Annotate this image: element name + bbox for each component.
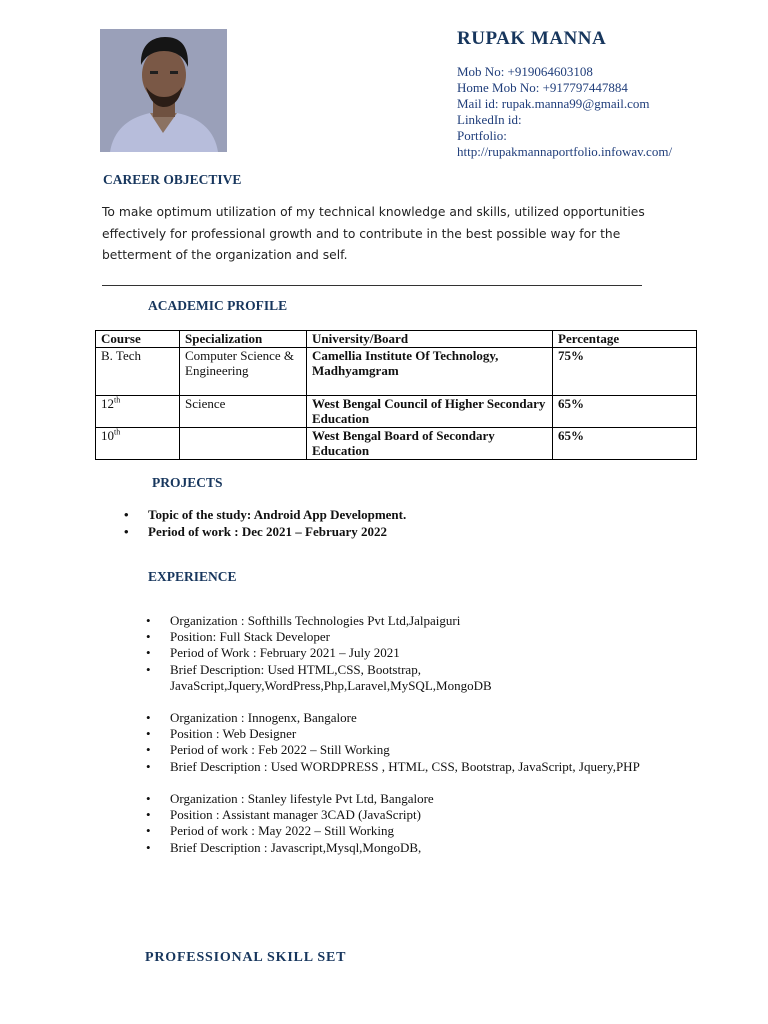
table-row [96, 395, 697, 427]
list-item: • Organization : Innogenx, Bangalore [170, 710, 640, 726]
column-header-university: University/Board [307, 331, 553, 348]
home-mobile-number: Home Mob No: +917797447884 [457, 80, 628, 95]
list-item: • Brief Description: Used HTML,CSS, Bootstrap, [170, 662, 492, 678]
list-item: • Organization : Stanley lifestyle Pvt Ltd, Bangalore [170, 791, 434, 807]
course-cell: 12th [96, 395, 180, 427]
experience-heading: EXPERIENCE [148, 569, 237, 584]
table-header-row [96, 331, 697, 348]
skill-set-heading: PROFESSIONAL SKILL SET [145, 950, 347, 965]
list-item: • Position : Web Designer [170, 726, 640, 742]
career-objective-text: To make optimum utilization of my technical knowledge and skills, utilized opportunities effectively for professional growth and to contribute in the best possible way for the betterment of the organization and self. [102, 205, 645, 263]
academic-table [95, 330, 697, 460]
portfolio-link[interactable]: http://rupakmannaportfolio.infowav.com/ [457, 144, 673, 159]
experience-job-3 [170, 791, 434, 856]
table-row [96, 427, 697, 459]
linkedin: LinkedIn id: [457, 112, 522, 127]
board-cell: West Bengal Board of Secondary Education [307, 427, 553, 459]
list-item-continuation: JavaScript,Jquery,WordPress,Php,Laravel,MySQL,MongoDB [170, 677, 492, 693]
list-item: • Period of work : Feb 2022 – Still Working [170, 742, 640, 758]
list-item: • Position: Full Stack Developer [170, 629, 492, 645]
list-item: • Period of Work : February 2021 – July 2021 [170, 645, 492, 661]
list-item: • Position : Assistant manager 3CAD (JavaScript) [170, 807, 434, 823]
academic-profile-heading: ACADEMIC PROFILE [148, 298, 288, 313]
specialization-cell: Science [180, 395, 307, 427]
career-objective-heading: CAREER OBJECTIVE [103, 172, 242, 187]
board-cell: West Bengal Council of Higher Secondary Education [307, 395, 553, 427]
percentage-cell: 65% [553, 427, 697, 459]
list-item: • Organization : Softhills Technologies Pvt Ltd,Jalpaiguri [170, 613, 492, 629]
specialization-cell: Computer Science & Engineering [180, 347, 307, 395]
column-header-course: Course [96, 331, 180, 348]
column-header-specialization: Specialization [180, 331, 307, 348]
portfolio-label: Portfolio: [457, 128, 507, 143]
section-divider [102, 285, 642, 286]
experience-job-2 [170, 710, 640, 775]
contact-block [457, 64, 672, 160]
list-item: • Brief Description : Javascript,Mysql,MongoDB, [170, 840, 434, 856]
projects-list [148, 506, 406, 540]
column-header-percentage: Percentage [553, 331, 697, 348]
mobile-number: Mob No: +919064603108 [457, 64, 593, 79]
course-cell: 10th [96, 427, 180, 459]
list-item: • Brief Description : Used WORDPRESS , HTML, CSS, Bootstrap, JavaScript, Jquery,PHP [170, 759, 640, 775]
list-item: • Period of work : Dec 2021 – February 2022 [148, 523, 406, 540]
specialization-cell [180, 427, 307, 459]
percentage-cell: 65% [553, 395, 697, 427]
projects-heading: PROJECTS [152, 475, 223, 490]
candidate-name: RUPAK MANNA [457, 28, 607, 49]
list-item: • Period of work : May 2022 – Still Working [170, 823, 434, 839]
percentage-cell: 75% [553, 347, 697, 395]
profile-photo [100, 29, 227, 152]
table-row [96, 347, 697, 395]
list-item: • Topic of the study: Android App Development. [148, 506, 406, 523]
email[interactable]: Mail id: rupak.manna99@gmail.com [457, 96, 650, 111]
course-cell: B. Tech [96, 347, 180, 395]
board-cell: Camellia Institute Of Technology, Madhyamgram [307, 347, 553, 395]
experience-job-1 [170, 613, 492, 694]
